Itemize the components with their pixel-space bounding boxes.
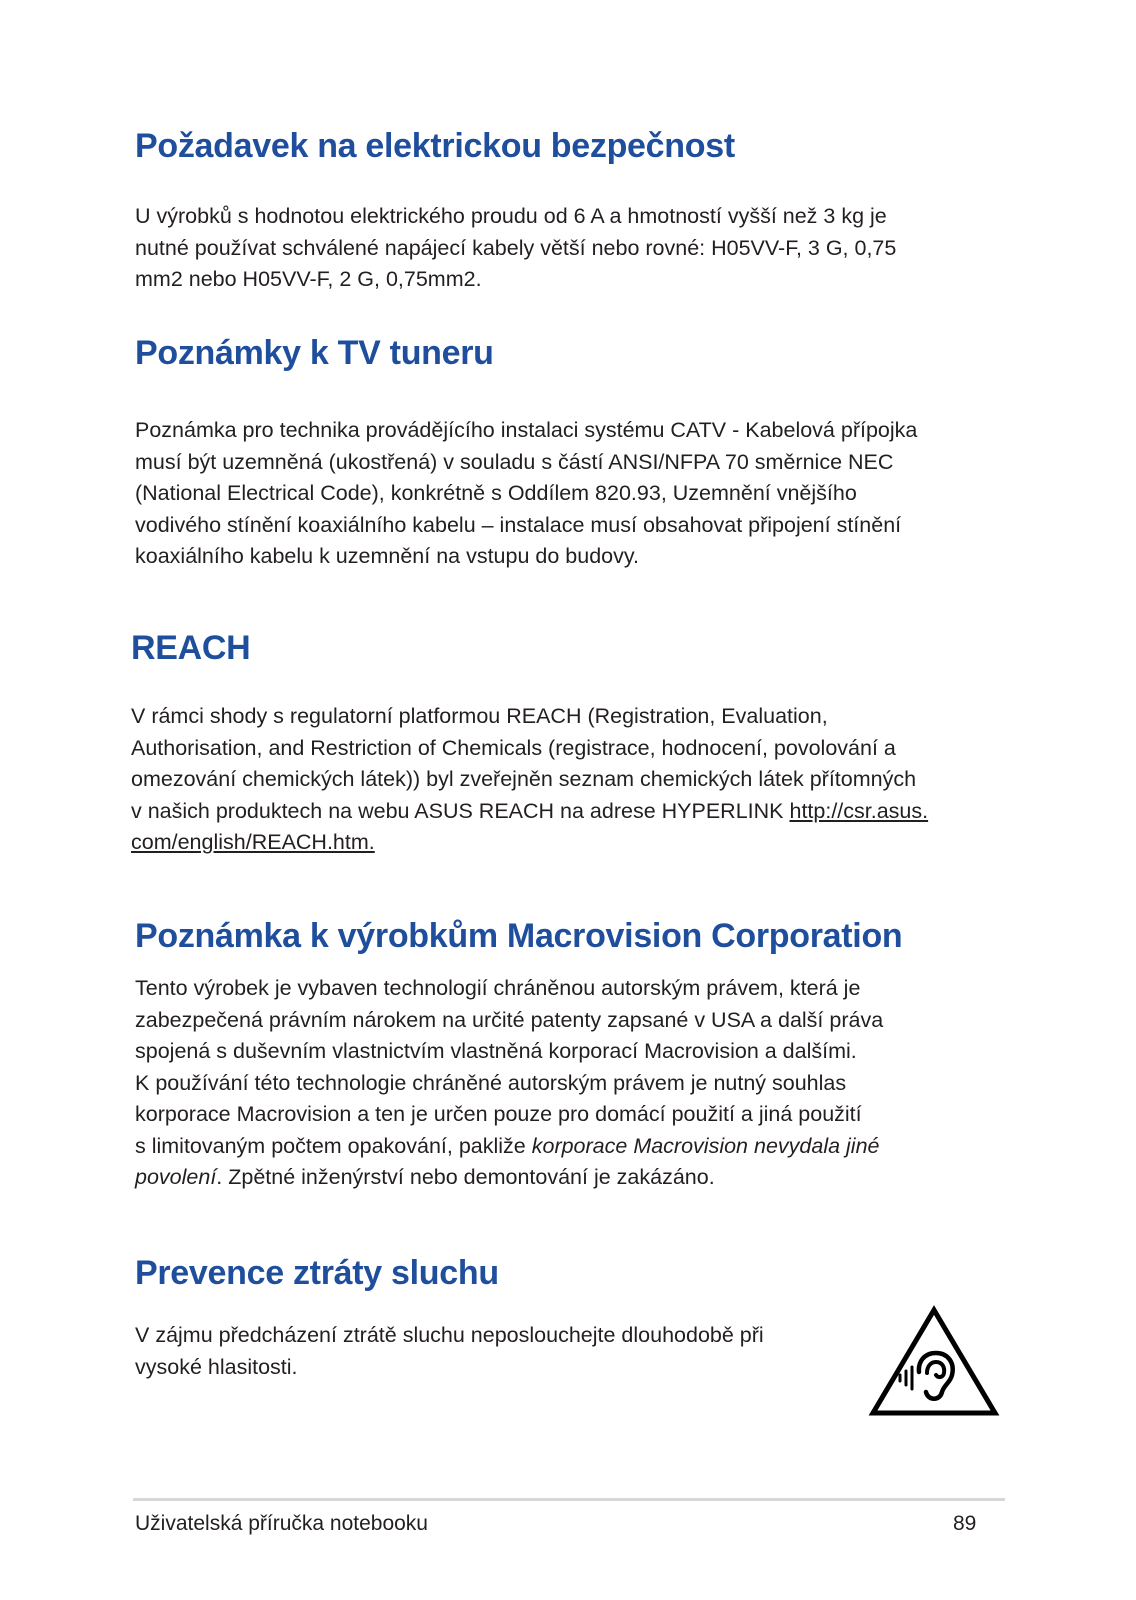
text-line: V zájmu předcházení ztrátě sluchu neposlouchejte dlouhodobě při [135, 1323, 764, 1347]
footer-manual-title: Uživatelská příručka notebooku [135, 1512, 428, 1535]
text-line [135, 1162, 883, 1194]
reach-link-part1[interactable]: http://csr.asus. [789, 798, 929, 823]
text-line: nutné používat schválené napájecí kabely větší nebo rovné: H05VV-F, 3 G, 0,75 [135, 235, 897, 260]
text-line: zabezpečená právním nárokem na určité patenty zapsané v USA a další práva [135, 1007, 884, 1032]
paragraph-tv-tuner [135, 415, 917, 573]
text-segment: s limitovaným počtem opakování, pakliže [135, 1133, 532, 1158]
text-segment: v našich produktech na webu ASUS REACH na adrese HYPERLINK [131, 798, 790, 823]
hearing-loss-warning-icon [868, 1305, 1000, 1417]
text-line: spojená s duševním vlastnictvím vlastněná korporací Macrovision a dalšími. [135, 1039, 857, 1063]
text-line: U výrobků s hodnotou elektrického proudu od 6 A a hmotností vyšší než 3 kg je [135, 204, 887, 228]
text-line: V rámci shody s regulatorní platformou REACH (Registration, Evaluation, [131, 704, 828, 728]
text-line: vodivého stínění koaxiálního kabelu – instalace musí obsahovat připojení stínění [135, 512, 902, 537]
footer-divider [133, 1498, 1005, 1501]
text-line [131, 796, 928, 828]
heading-electrical-safety: Požadavek na elektrickou bezpečnost [135, 127, 735, 165]
text-line: Poznámka pro technika provádějícího instalaci systému CATV - Kabelová přípojka [135, 418, 918, 442]
paragraph-reach [131, 701, 928, 859]
text-line: Tento výrobek je vybaven technologií chráněnou autorským právem, která je [135, 976, 861, 1000]
reach-link-part2[interactable]: com/english/REACH.htm. [131, 830, 375, 854]
italic-segment: korporace Macrovision nevydala jiné [531, 1133, 880, 1158]
text-line: mm2 nebo H05VV-F, 2 G, 0,75mm2. [135, 267, 482, 291]
text-segment: . Zpětné inženýrství nebo demontování je zakázáno. [216, 1165, 715, 1189]
paragraph-electrical-safety [135, 201, 896, 296]
text-line: omezování chemických látek)) byl zveřejněn seznam chemických látek přítomných [131, 767, 917, 791]
text-line [135, 1131, 883, 1163]
text-line: vysoké hlasitosti. [135, 1354, 298, 1379]
text-line: korporace Macrovision a ten je určen pouze pro domácí použití a jiná použití [135, 1102, 862, 1126]
heading-macrovision: Poznámka k výrobkům Macrovision Corporation [135, 917, 903, 955]
text-line: K používání této technologie chráněné autorským právem je nutný souhlas [135, 1070, 847, 1095]
text-line: Authorisation, and Restriction of Chemicals (registrace, hodnocení, povolování a [131, 735, 896, 760]
page-number: 89 [953, 1512, 977, 1535]
heading-tv-tuner: Poznámky k TV tuneru [135, 334, 494, 372]
italic-segment: povolení [135, 1165, 217, 1189]
heading-hearing-loss: Prevence ztráty sluchu [135, 1254, 499, 1292]
paragraph-hearing-loss [135, 1320, 764, 1383]
text-line: (National Electrical Code), konkrétně s Oddílem 820.93, Uzemnění vnějšího [135, 481, 857, 505]
text-line: koaxiálního kabelu k uzemnění na vstupu do budovy. [135, 544, 639, 568]
paragraph-macrovision [135, 973, 883, 1194]
text-line: musí být uzemněná (ukostřená) v souladu s částí ANSI/NFPA 70 směrnice NEC [135, 449, 894, 474]
heading-reach: REACH [131, 629, 251, 667]
